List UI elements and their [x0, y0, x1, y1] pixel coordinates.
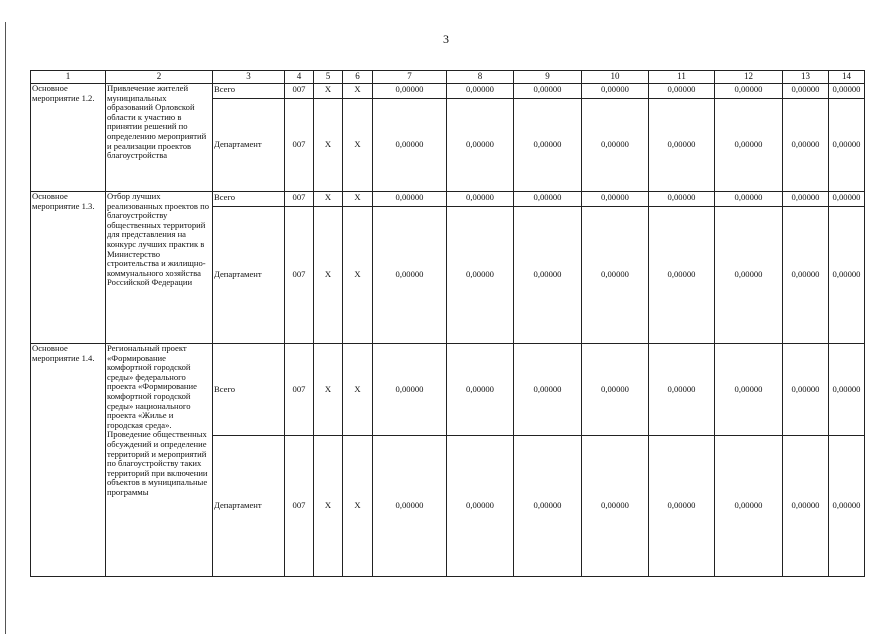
value-cell: 0,00000 [582, 84, 649, 99]
value-cell: 0,00000 [447, 192, 514, 207]
value-cell: 0,00000 [829, 207, 865, 344]
value-cell: 0,00000 [373, 84, 447, 99]
value-cell: 0,00000 [582, 344, 649, 436]
column-header: 7 [373, 71, 447, 84]
x-cell: Х [314, 99, 343, 192]
value-cell: 0,00000 [829, 436, 865, 577]
value-cell: 0,00000 [829, 344, 865, 436]
value-cell: 0,00000 [514, 99, 582, 192]
x-cell: Х [343, 99, 373, 192]
column-header: 1 [31, 71, 106, 84]
value-cell: 0,00000 [783, 84, 829, 99]
column-header: 4 [285, 71, 314, 84]
value-cell: 0,00000 [649, 99, 715, 192]
column-header: 10 [582, 71, 649, 84]
value-cell: 0,00000 [373, 99, 447, 192]
activity-name: Основное мероприятие 1.3. [31, 192, 106, 344]
code-cell: 007 [285, 344, 314, 436]
value-cell: 0,00000 [447, 99, 514, 192]
value-cell: 0,00000 [514, 436, 582, 577]
value-cell: 0,00000 [715, 436, 783, 577]
value-cell: 0,00000 [715, 99, 783, 192]
column-header: 14 [829, 71, 865, 84]
value-cell: 0,00000 [649, 192, 715, 207]
value-cell: 0,00000 [783, 99, 829, 192]
value-cell: 0,00000 [582, 99, 649, 192]
table-header-row [31, 71, 865, 84]
value-cell: 0,00000 [715, 192, 783, 207]
value-cell: 0,00000 [514, 84, 582, 99]
value-cell: 0,00000 [649, 344, 715, 436]
value-cell: 0,00000 [715, 207, 783, 344]
activity-name: Основное мероприятие 1.2. [31, 84, 106, 192]
value-cell: 0,00000 [829, 192, 865, 207]
table-row [31, 344, 865, 436]
value-cell: 0,00000 [447, 344, 514, 436]
value-cell: 0,00000 [715, 84, 783, 99]
x-cell: Х [343, 344, 373, 436]
code-cell: 007 [285, 436, 314, 577]
value-cell: 0,00000 [582, 207, 649, 344]
column-header: 5 [314, 71, 343, 84]
value-cell: 0,00000 [783, 436, 829, 577]
budget-activities-table [30, 70, 865, 577]
value-cell: 0,00000 [373, 436, 447, 577]
value-cell: 0,00000 [783, 192, 829, 207]
column-header: 12 [715, 71, 783, 84]
x-cell: Х [314, 84, 343, 99]
row-label: Всего [213, 344, 285, 436]
value-cell: 0,00000 [649, 207, 715, 344]
value-cell: 0,00000 [373, 207, 447, 344]
value-cell: 0,00000 [829, 99, 865, 192]
table-row [31, 192, 865, 207]
x-cell: Х [343, 436, 373, 577]
table-row [31, 84, 865, 99]
value-cell: 0,00000 [715, 344, 783, 436]
column-header: 13 [783, 71, 829, 84]
column-header: 2 [106, 71, 213, 84]
page-left-edge-rule [5, 22, 6, 634]
x-cell: Х [343, 192, 373, 207]
value-cell: 0,00000 [447, 436, 514, 577]
code-cell: 007 [285, 207, 314, 344]
value-cell: 0,00000 [514, 344, 582, 436]
row-label: Всего [213, 192, 285, 207]
column-header: 11 [649, 71, 715, 84]
x-cell: Х [343, 84, 373, 99]
activity-description: Привлечение жителей муниципальных образований Орловской области к участию в принятии решений по определению мероприятий и реализации проектов благоустройства [106, 84, 213, 192]
value-cell: 0,00000 [582, 192, 649, 207]
row-label: Департамент [213, 99, 285, 192]
value-cell: 0,00000 [783, 344, 829, 436]
value-cell: 0,00000 [447, 207, 514, 344]
activity-description: Отбор лучших реализованных проектов по благоустройству общественных территорий для представления на конкурс лучших практик в Министерство строительства и жилищно-коммунального хозяйства Российской Федерации [106, 192, 213, 344]
value-cell: 0,00000 [447, 84, 514, 99]
column-header: 8 [447, 71, 514, 84]
x-cell: Х [314, 192, 343, 207]
value-cell: 0,00000 [582, 436, 649, 577]
column-header: 3 [213, 71, 285, 84]
value-cell: 0,00000 [514, 207, 582, 344]
row-label: Всего [213, 84, 285, 99]
activity-name: Основное мероприятие 1.4. [31, 344, 106, 577]
value-cell: 0,00000 [373, 192, 447, 207]
row-label: Департамент [213, 436, 285, 577]
code-cell: 007 [285, 192, 314, 207]
code-cell: 007 [285, 84, 314, 99]
row-label: Департамент [213, 207, 285, 344]
value-cell: 0,00000 [829, 84, 865, 99]
column-header: 9 [514, 71, 582, 84]
x-cell: Х [314, 436, 343, 577]
activity-description: Региональный проект «Формирование комфортной городской среды» федерального проекта «Формирование комфортной городской среды» национального проекта «Жилье и городская среда». Проведение общественных обсуждений и определение территорий и мероприятий по благоустройству таких территорий при включении объектов в муниципальные программы [106, 344, 213, 577]
column-header: 6 [343, 71, 373, 84]
page-number: 3 [443, 32, 449, 46]
code-cell: 007 [285, 99, 314, 192]
value-cell: 0,00000 [783, 207, 829, 344]
x-cell: Х [343, 207, 373, 344]
value-cell: 0,00000 [649, 436, 715, 577]
value-cell: 0,00000 [373, 344, 447, 436]
value-cell: 0,00000 [649, 84, 715, 99]
x-cell: Х [314, 207, 343, 344]
value-cell: 0,00000 [514, 192, 582, 207]
x-cell: Х [314, 344, 343, 436]
